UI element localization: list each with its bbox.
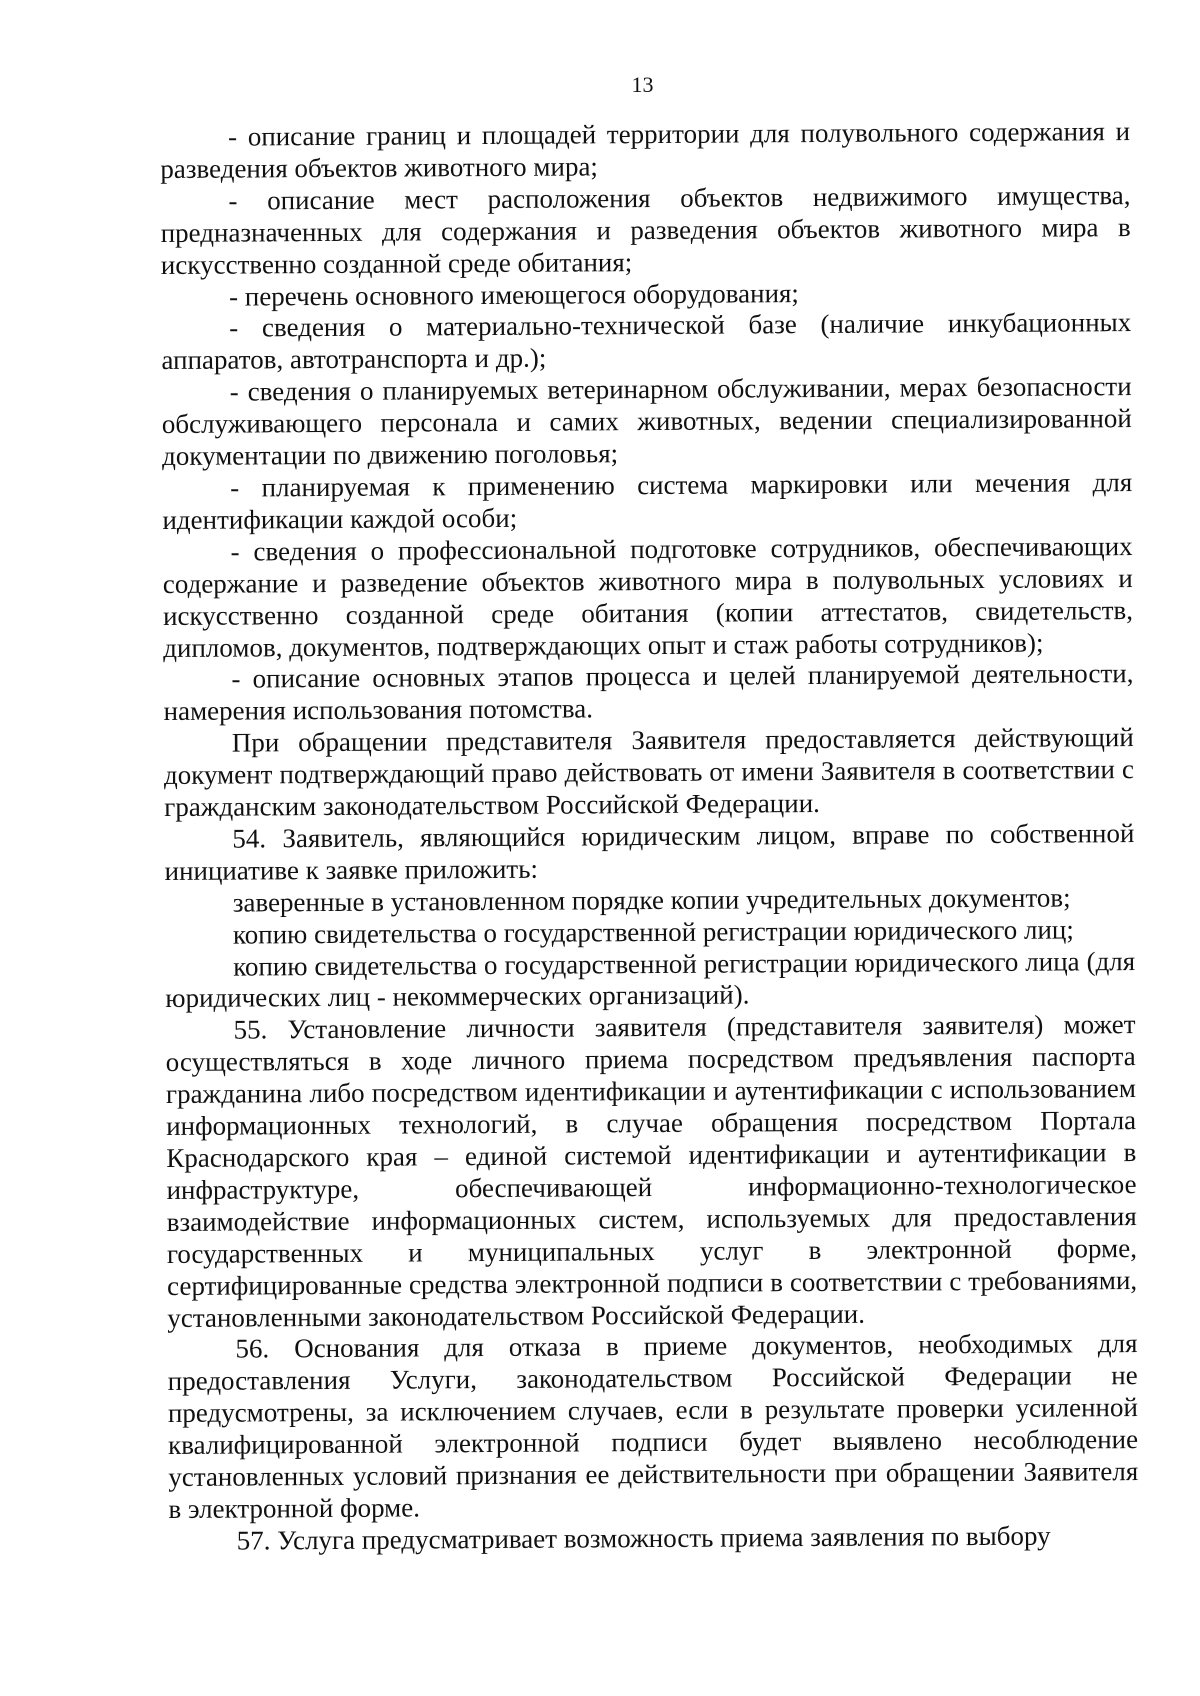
paragraph-registration-certificate: копию свидетельства о государственной регистрации юридического лиц; — [232, 914, 1074, 950]
document-body — [160, 116, 1139, 1558]
paragraph-activity-stages: - описание основных этапов процесса и целей планируемой деятельности, намерения использования потомства. — [163, 658, 1134, 727]
paragraph-boundaries-description: - описание границ и площадей территории для полувольного содержания и разведения объектов животного мира; — [160, 116, 1131, 184]
paragraph-property-locations: - описание мест расположения объектов недвижимого имущества, предназначенных для содержания и разведения объектов животного мира в искусственно созданной среде обитания; — [160, 179, 1131, 280]
paragraph-marking-system: - планируемая к применению система маркировки или мечения для идентификации каждой особи; — [162, 467, 1133, 535]
paragraph-clause-56: 56. Основания для отказа в приеме документов, необходимых для предоставления Услуги, законодательством Российской Федерации не предусмотрены, за исключением случаев, если в результате проверки усиленной квалифицированной электронной подписи будет выявлено несоблюдение установленных условий признания ее действительности при обращении Заявителя в электронной форме. — [167, 1328, 1139, 1524]
paragraph-staff-training: - сведения о профессиональной подготовке сотрудников, обеспечивающих содержание и разведение объектов животного мира в полувольных условиях и искусственно созданной среде обитания (копии аттестатов, свидетельств, дипломов, документов, подтверждающих опыт и стаж работы сотрудников); — [162, 530, 1134, 663]
paragraph-material-base: - сведения о материально-технической базе (наличие инкубационных аппаратов, автотранспорта и др.); — [161, 307, 1132, 376]
paragraph-founding-documents: заверенные в установленном порядке копии учредительных документов; — [232, 882, 1071, 918]
paragraph-clause-57: 57. Услуга предусматривает возможность приема заявления по выбору — [236, 1520, 1051, 1556]
paragraph-equipment-list: - перечень основного имеющегося оборудования; — [228, 277, 799, 312]
paragraph-veterinary-service: - сведения о планируемых ветеринарном обслуживании, мерах безопасности обслуживающего персонала и самих животных, ведении специализированной документации по движению поголовья; — [161, 371, 1132, 472]
paragraph-clause-54: 54. Заявитель, являющийся юридическим лицом, вправе по собственной инициативе к заявке приложить: — [164, 817, 1135, 886]
page-number: 13 — [631, 72, 654, 97]
paragraph-representative-document: При обращении представителя Заявителя предоставляется действующий документ подтверждающий право действовать от имени Заявителя в соответствии с гражданским законодательством Российской Федерации. — [163, 722, 1135, 823]
paragraph-registration-certificate-nco: копию свидетельства о государственной регистрации юридического лица (для юридических лиц - некоммерческих организаций). — [165, 945, 1136, 1014]
paragraph-clause-55: 55. Установление личности заявителя (представителя заявителя) может осуществляться в ходе личного приема посредством предъявления паспорта гражданина либо посредством идентификации и аутентификации с использованием информационных технологий, в случае обращения посредством Портала Краснодарского края – единой системой идентификации и аутентификации в инфраструктуре, обеспечивающей информационно-технологическое взаимодействие информационных систем, используемых для предоставления государственных и муниципальных услуг в электронной форме, сертифицированные средства электронной подписи в соответствии с требованиями, установленными законодательством Российской Федерации. — [165, 1009, 1138, 1333]
